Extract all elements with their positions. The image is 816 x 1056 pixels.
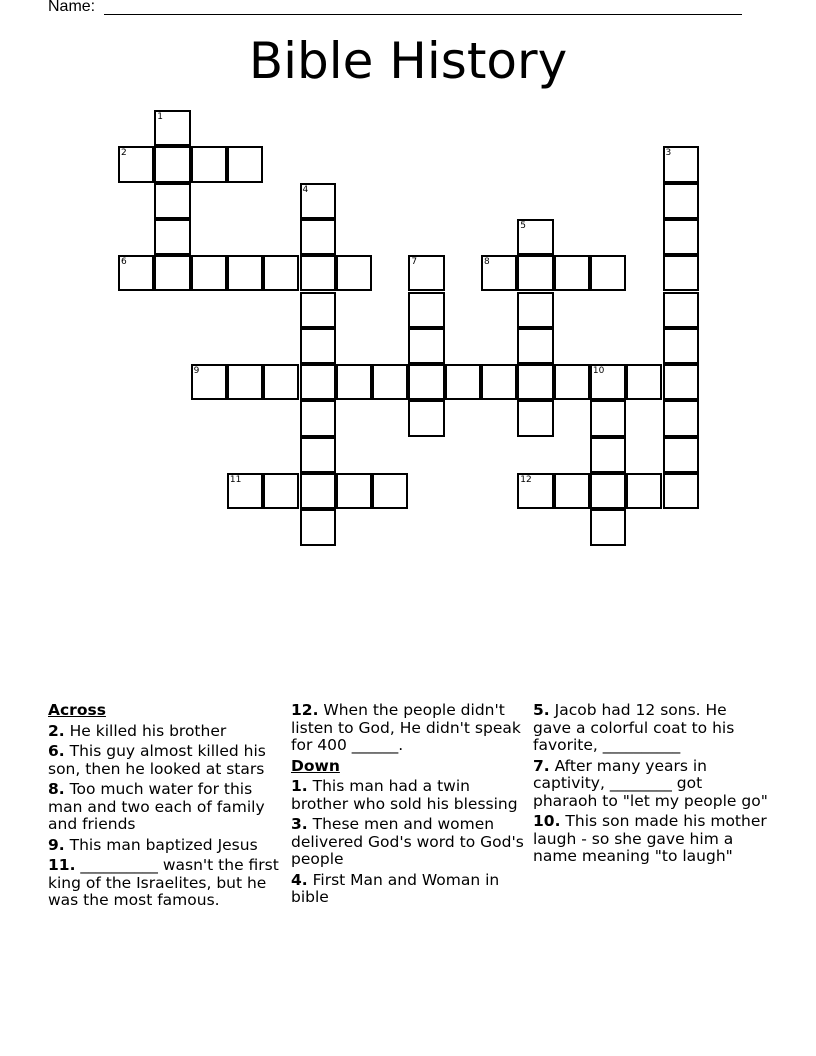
clue-number: 11. [48,856,76,874]
grid-cell[interactable] [154,183,190,219]
clue-number: 10. [533,812,561,830]
grid-cell[interactable] [408,255,444,291]
grid-cell[interactable] [227,364,263,400]
grid-cell[interactable] [590,509,626,545]
grid-cell[interactable] [300,255,336,291]
section-heading: Across [48,701,106,719]
clue-item [291,702,527,755]
grid-cell[interactable] [227,473,263,509]
cell-number: 4 [302,184,309,195]
clue-item [48,857,284,910]
grid-cell[interactable] [481,364,517,400]
clue-column-1 [48,702,284,913]
clue-text: Too much water for this man and two each of family and friends [48,780,265,833]
section-heading: Down [291,756,340,775]
grid-cell[interactable] [517,255,553,291]
clue-number: 3. [291,815,308,833]
page-title: Bible History [248,32,568,90]
grid-cell[interactable] [372,473,408,509]
clue-item [533,702,769,755]
grid-cell[interactable] [408,400,444,436]
clue-item [291,778,527,813]
grid-cell[interactable] [154,146,190,182]
grid-cell[interactable] [663,183,699,219]
grid-cell[interactable] [590,255,626,291]
grid-cell[interactable] [154,110,190,146]
grid-cell[interactable] [663,400,699,436]
cell-number: 10 [592,366,605,377]
grid-cell[interactable] [300,437,336,473]
grid-cell[interactable] [554,473,590,509]
grid-cell[interactable] [663,364,699,400]
grid-cell[interactable] [554,255,590,291]
grid-cell[interactable] [227,255,263,291]
grid-cell[interactable] [118,146,154,182]
grid-cell[interactable] [626,473,662,509]
grid-cell[interactable] [154,255,190,291]
grid-cell[interactable] [517,473,553,509]
cell-number: 7 [411,257,418,268]
cell-number: 5 [520,220,527,231]
clue-text: Jacob had 12 sons. He gave a colorful coat to his favorite, __________ [533,701,735,754]
clue-number: 12. [291,701,319,719]
grid-cell[interactable] [517,364,553,400]
grid-cell[interactable] [590,437,626,473]
clue-text: __________ wasn't the first king of the Israelites, but he was the most famous. [48,856,279,909]
cell-number: 8 [484,257,490,268]
grid-cell[interactable] [663,437,699,473]
cell-number: 12 [520,475,532,485]
clue-text: This man baptized Jesus [69,835,258,854]
cell-number: 11 [229,475,242,485]
grid-cell[interactable] [517,292,553,328]
grid-cell[interactable] [517,219,553,255]
grid-cell[interactable] [481,255,517,291]
cell-number: 3 [665,148,672,159]
grid-cell[interactable] [663,146,699,182]
clue-item [291,872,527,907]
clue-item [48,837,284,855]
clue-item [533,813,769,866]
grid-cell[interactable] [263,255,299,291]
clue-column-3 [533,702,769,869]
grid-cell[interactable] [445,364,481,400]
cell-number: 6 [121,257,127,268]
grid-cell[interactable] [336,255,372,291]
clue-item [48,743,284,778]
clue-number: 7. [533,756,550,775]
grid-cell[interactable] [590,400,626,436]
name-label: Name: [48,0,96,15]
grid-cell[interactable] [372,364,408,400]
grid-cell[interactable] [590,473,626,509]
grid-cell[interactable] [517,328,553,364]
clue-item [48,781,284,834]
clue-text: After many years in captivity, ________ got pharaoh to "let my people go" [533,756,768,810]
grid-cell[interactable] [408,292,444,328]
clue-column-2 [291,702,527,910]
clue-number: 5. [533,701,550,719]
clue-text: These men and women delivered God's word to God's people [291,815,524,868]
clue-number: 2. [48,721,65,740]
grid-cell[interactable] [663,219,699,255]
clue-text: This man had a twin brother who sold his blessing [291,777,518,813]
clue-text: This son made his mother laugh - so she gave him a name meaning "to laugh" [533,812,767,865]
grid-cell[interactable] [554,364,590,400]
clue-item [48,723,284,741]
grid-cell[interactable] [263,473,299,509]
clue-number: 6. [48,742,65,760]
grid-cell[interactable] [227,146,263,182]
grid-cell[interactable] [118,255,154,291]
grid-cell[interactable] [191,146,227,182]
grid-cell[interactable] [300,292,336,328]
clue-number: 9. [48,835,65,854]
clue-text: This guy almost killed his son, then he looked at stars [48,742,266,778]
grid-cell[interactable] [300,183,336,219]
clue-text: He killed his brother [69,721,227,740]
grid-cell[interactable] [191,364,227,400]
grid-cell[interactable] [663,328,699,364]
cell-number: 1 [157,112,164,122]
grid-cell[interactable] [300,473,336,509]
grid-cell[interactable] [408,364,444,400]
clue-number: 8. [48,780,65,798]
grid-cell[interactable] [590,364,626,400]
grid-cell[interactable] [300,364,336,400]
grid-cell[interactable] [663,292,699,328]
clue-text: First Man and Woman in bible [291,870,500,906]
grid-cell[interactable] [408,328,444,364]
grid-cell[interactable] [663,255,699,291]
clue-number: 1. [291,777,308,795]
clue-number: 4. [291,870,308,889]
clue-item [291,816,527,869]
grid-cell[interactable] [663,473,699,509]
grid-cell[interactable] [191,255,227,291]
grid-cell[interactable] [626,364,662,400]
grid-cell[interactable] [263,364,299,400]
grid-cell[interactable] [154,219,190,255]
grid-cell[interactable] [517,400,553,436]
cell-number: 9 [193,366,200,377]
clue-item [533,758,769,811]
grid-cell[interactable] [336,364,372,400]
grid-cell[interactable] [300,400,336,436]
grid-cell[interactable] [300,328,336,364]
clue-text: When the people didn't listen to God, He didn't speak for 400 ______. [291,701,521,754]
cell-number: 2 [121,148,127,159]
grid-cell[interactable] [336,473,372,509]
grid-cell[interactable] [300,509,336,545]
grid-cell[interactable] [300,219,336,255]
